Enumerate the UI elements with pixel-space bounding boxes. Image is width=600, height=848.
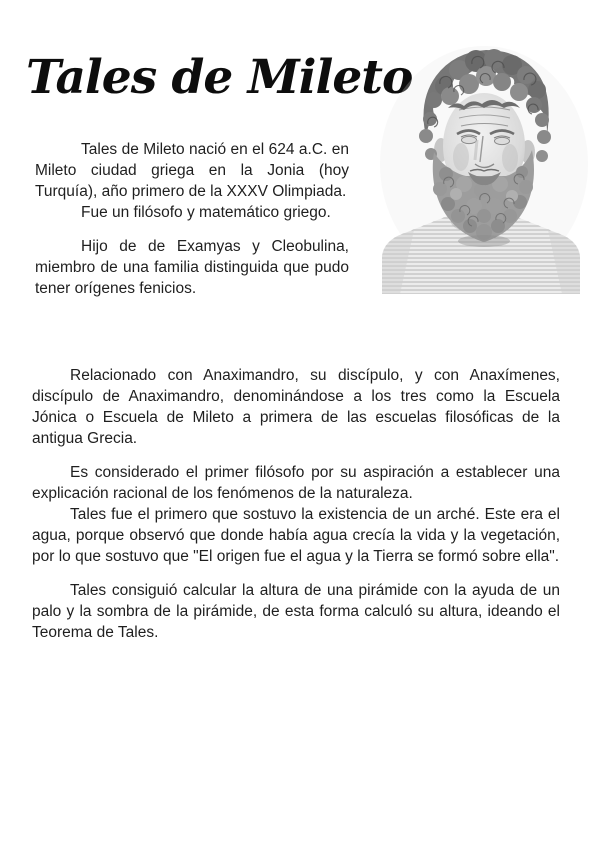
thales-bust-portrait: [374, 44, 588, 296]
intro-paragraph-birth: Tales de Mileto nació en el 624 a.C. en Mileto ciudad griega en la Jonia (hoy Turquía), año primero de la XXXV Olimpiada.: [35, 141, 349, 200]
page-title: Tales de Mileto: [26, 50, 413, 105]
body-text-section: [32, 365, 560, 643]
intro-paragraph-philosopher: Fue un filósofo y matemático griego.: [81, 204, 331, 221]
body-paragraph-school: Relacionado con Anaximandro, su discípulo, y con Anaxímenes, discípulo de Anaximandro, denominándose a los tres como la Escuela Jónica o Escuela de Mileto a primera de las escuelas filosóficas de la antigua Grecia.: [32, 367, 560, 447]
intro-column: [35, 139, 349, 299]
body-paragraph-arche: Tales fue el primero que sostuvo la existencia de un arché. Este era el agua, porque observó que donde había agua crecía la vida y la vegetación, por lo que sostuvo que "El origen fue el agua y la Tierra se formó sobre ella".: [32, 506, 560, 565]
body-paragraph-first-philosopher: Es considerado el primer filósofo por su aspiración a establecer una explicación racional de los fenómenos de la naturaleza.: [32, 464, 560, 502]
intro-paragraph-family: Hijo de de Examyas y Cleobulina, miembro de una familia distinguida que pudo tener orígenes fenicios.: [35, 238, 349, 297]
body-paragraph-pyramid: Tales consiguió calcular la altura de una pirámide con la ayuda de un palo y la sombra de la pirámide, de esta forma calculó su altura, ideando el Teorema de Tales.: [32, 582, 560, 641]
bust-engraving-graphic: [374, 44, 588, 296]
